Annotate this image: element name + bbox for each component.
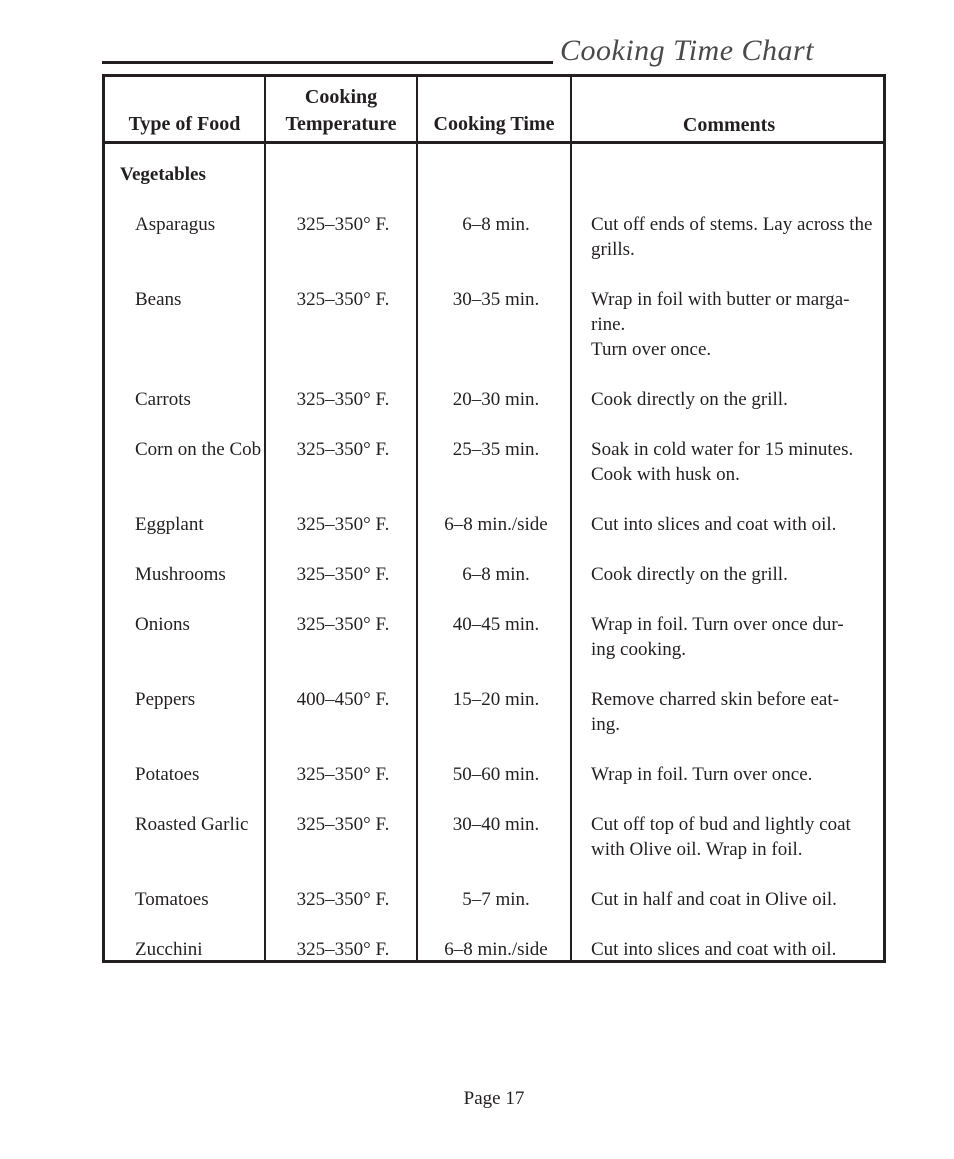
comment-cell: Cut into slices and coat with oil. (591, 514, 837, 535)
column-header-food: Type of Food (128, 113, 241, 135)
column-header-temperature: Cooking Temperature (285, 86, 397, 135)
comment-cell: Cook directly on the grill. (591, 389, 788, 410)
time-cell: 25–35 min. (452, 439, 540, 460)
food-cell: Roasted Garlic (135, 814, 249, 835)
comment-cell: Cut in half and coat in Olive oil. (591, 889, 837, 910)
table-row (105, 512, 883, 562)
food-cell: Tomatoes (135, 889, 209, 910)
temperature-cell: 325–350° F. (296, 614, 390, 635)
temperature-cell: 325–350° F. (296, 289, 390, 310)
temperature-cell: 325–350° F. (296, 389, 390, 410)
temperature-cell: 325–350° F. (296, 889, 390, 910)
food-cell: Mushrooms (135, 564, 226, 585)
temperature-cell: 325–350° F. (296, 814, 390, 835)
time-cell: 30–35 min. (452, 289, 540, 310)
comment-cell: Wrap in foil with butter or marga- rine. Turn over once. (591, 289, 850, 360)
page-number: Page 17 (463, 1088, 525, 1109)
table-row (105, 762, 883, 812)
temperature-cell: 325–350° F. (296, 564, 390, 585)
header-divider (105, 141, 883, 144)
table-row (105, 687, 883, 737)
food-cell: Carrots (135, 389, 191, 410)
food-cell: Beans (135, 289, 182, 310)
time-cell: 50–60 min. (452, 764, 540, 785)
time-cell: 6–8 min. (462, 564, 530, 585)
column-header-time: Cooking Time (433, 113, 555, 135)
time-cell: 30–40 min. (452, 814, 540, 835)
time-cell: 6–8 min./side (444, 939, 548, 960)
time-cell: 15–20 min. (452, 689, 540, 710)
food-cell: Peppers (135, 689, 196, 710)
table-row (105, 562, 883, 612)
table-row (105, 937, 883, 987)
comment-cell: Wrap in foil. Turn over once. (591, 764, 813, 785)
comment-cell: Cut into slices and coat with oil. (591, 939, 837, 960)
comment-cell: Cut off top of bud and lightly coat with Olive oil. Wrap in foil. (591, 814, 851, 860)
temperature-cell: 325–350° F. (296, 764, 390, 785)
comment-cell: Soak in cold water for 15 minutes. Cook with husk on. (591, 439, 854, 485)
table-row (105, 212, 883, 262)
comment-cell: Cook directly on the grill. (591, 564, 788, 585)
table-row (105, 612, 883, 662)
column-header-comments: Comments (682, 114, 776, 136)
time-cell: 6–8 min. (462, 214, 530, 235)
comment-cell: Cut off ends of stems. Lay across the grills. (591, 214, 873, 260)
food-cell: Asparagus (135, 214, 216, 235)
comment-cell: Remove charred skin before eat- ing. (591, 689, 839, 735)
food-cell: Potatoes (135, 764, 200, 785)
table-row (105, 437, 883, 487)
page-title: Cooking Time Chart (560, 34, 815, 67)
food-cell: Corn on the Cob (135, 439, 262, 460)
time-cell: 20–30 min. (452, 389, 540, 410)
category-label: Vegetables (120, 164, 206, 185)
header-rule (102, 61, 553, 64)
comment-cell: Wrap in foil. Turn over once dur- ing cooking. (591, 614, 844, 660)
temperature-cell: 400–450° F. (296, 689, 390, 710)
cooking-time-table (102, 74, 886, 963)
food-cell: Onions (135, 614, 190, 635)
temperature-cell: 325–350° F. (296, 214, 390, 235)
table-row (105, 387, 883, 437)
temperature-cell: 325–350° F. (296, 514, 390, 535)
time-cell: 6–8 min./side (444, 514, 548, 535)
food-cell: Zucchini (135, 939, 203, 960)
table-row (105, 887, 883, 937)
table-row (105, 287, 883, 360)
food-cell: Eggplant (135, 514, 204, 535)
table-row (105, 812, 883, 862)
temperature-cell: 325–350° F. (296, 439, 390, 460)
temperature-cell: 325–350° F. (296, 939, 390, 960)
time-cell: 5–7 min. (462, 889, 530, 910)
time-cell: 40–45 min. (452, 614, 540, 635)
